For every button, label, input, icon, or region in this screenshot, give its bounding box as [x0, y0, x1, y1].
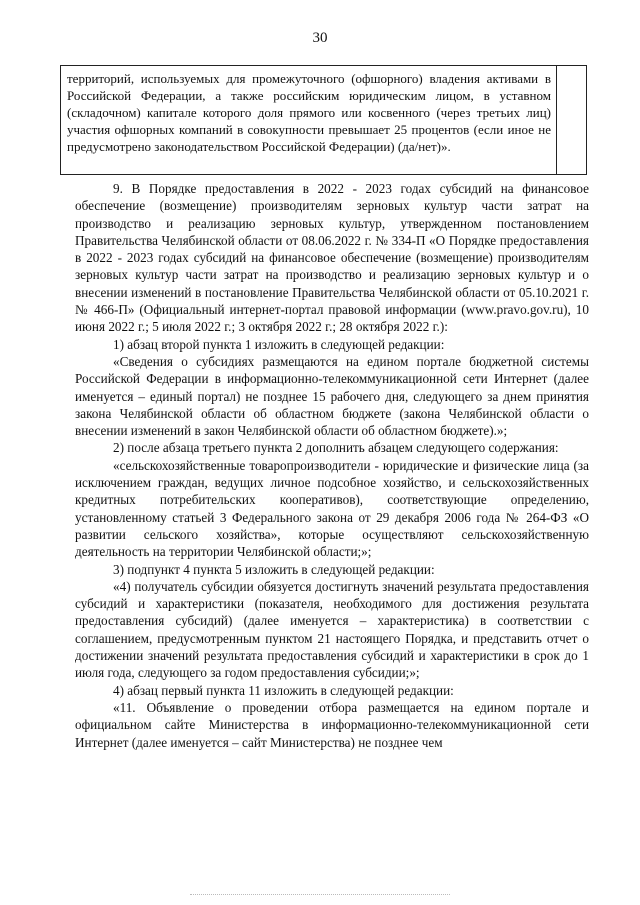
paragraph-item-9: 9. В Порядке предоставления в 2022 - 2023 годах субсидий на финансовое обеспечение (возмещение) производителям зерновых культур части затрат на производство и реализацию зерновых культур, утвержденном постановлением Правительства Челябинской области от 08.06.2022 г. № 334-П «О Порядке предоставления в 2022 - 2023 годах субсидий на финансовое обеспечение (возмещение) производителям зерновых культур части затрат на производство и реализацию зерновых культур и о внесении изменений в постановление Правительства Челябинской области от 05.10.2021 г. № 466-П» (Официальный интернет-портал правовой информации (www.pravo.gov.ru), 10 июня 2022 г.; 5 июля 2022 г.; 3 октября 2022 г.; 28 октября 2022 г.): — [75, 181, 589, 335]
bottom-scan-marks — [190, 894, 450, 899]
table-column-divider — [556, 66, 557, 174]
table-cell-text: территорий, используемых для промежуточного (офшорного) владения активами в Российской Федерации, а также российским юридическим лицом, в уставном (складочном) капитале которого доля прямого или косвенного (через третьих лиц) участия офшорных компаний в совокупности превышает 25 процентов (если иное не предусмотрено законодательством Российской Федерации) (да/нет)». — [67, 71, 551, 154]
paragraph-subitem-3: 3) подпункт 4 пункта 5 изложить в следующей редакции: — [113, 561, 435, 577]
paragraph-quote-producers: «сельскохозяйственные товаропроизводители - юридические и физические лица (за исключением граждан, ведущих личное подсобное хозяйство, и сельскохозяйственных кредитных потребительских кооперативов), соответствующие определению, установленному статьей 3 Федерального закона от 29 декабря 2006 года № 264-ФЗ «О развитии сельского хозяйства», которые осуществляют сельскохозяйственную деятельность на территории Челябинской области;»; — [75, 457, 589, 560]
paragraph-quote-announcement: «11. Объявление о проведении отбора размещается на едином портале и официальном сайте Министерства в информационно-телекоммуникационной сети Интернет (далее именуется – сайт Министерства) не позднее чем — [75, 699, 589, 750]
paragraph-quote-subsidies: «Сведения о субсидиях размещаются на едином портале бюджетной системы Российской Федерации в информационно-телекоммуникационной сети Интернет (далее именуется – единый портал) не позднее 15 рабочего дня, следующего за днем принятия закона Челябинской области об областном бюджете (закона Челябинской области о внесении изменений в закон Челябинской области об областном бюджете).»; — [75, 353, 589, 439]
paragraph-subitem-1: 1) абзац второй пункта 1 изложить в следующей редакции: — [113, 336, 445, 352]
paragraph-subitem-2: 2) после абзаца третьего пункта 2 дополнить абзацем следующего содержания: — [113, 440, 559, 456]
continuation-table — [60, 65, 587, 175]
paragraph-quote-recipient: «4) получатель субсидии обязуется достигнуть значений результата предоставления субсидий и характеристики (показателя, необходимого для достижения результата предоставления субсидий) (далее именуется – характеристика) в соответствии с соглашением, предусмотренным пунктом 21 настоящего Порядка, и представить отчет о достижении значений результата предоставления субсидий и характеристики в срок до 1 июля года, следующего за годом предоставления субсидии;»; — [75, 578, 589, 681]
page-number: 30 — [312, 30, 328, 46]
paragraph-subitem-4: 4) абзац первый пункта 11 изложить в следующей редакции: — [113, 682, 454, 698]
document-body — [75, 180, 589, 751]
